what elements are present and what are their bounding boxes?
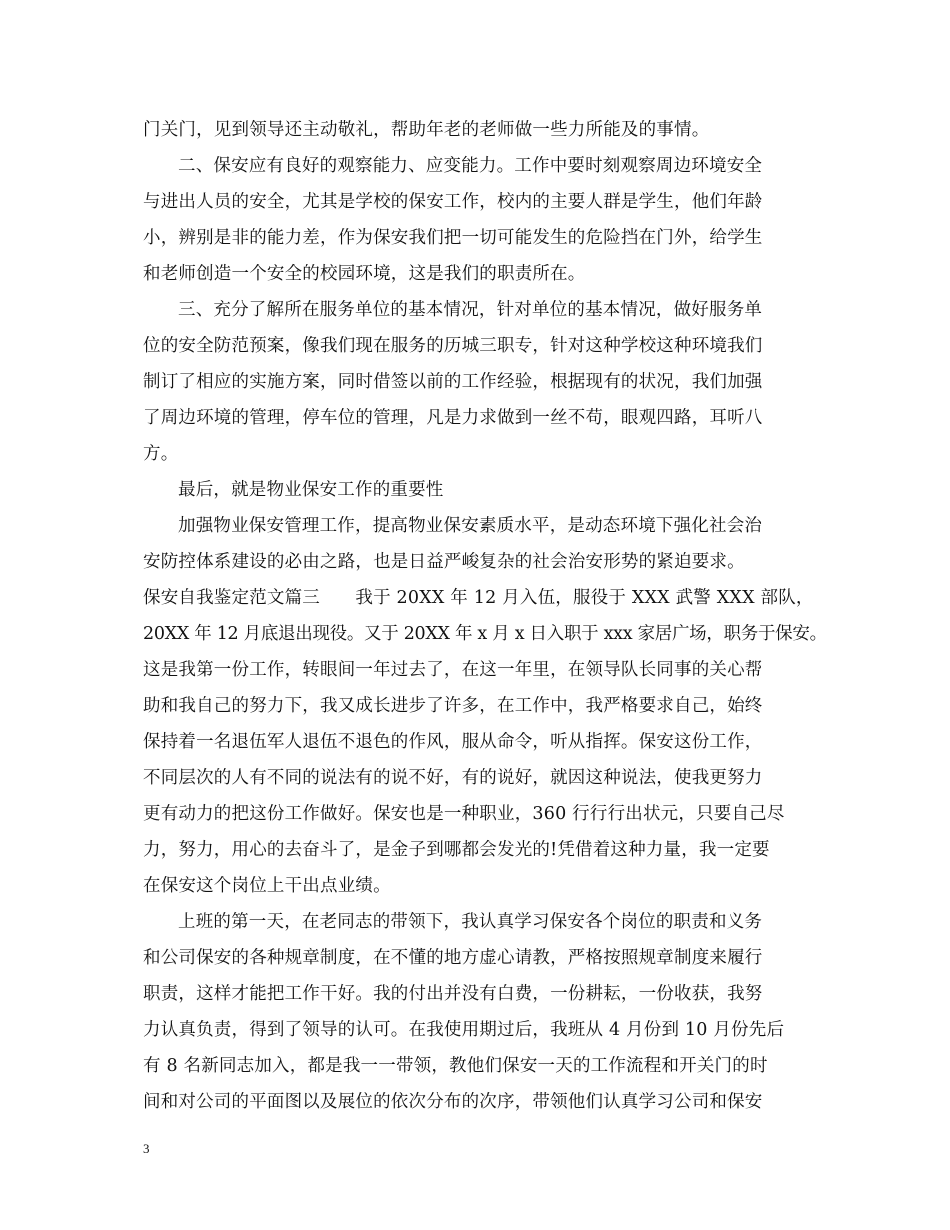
text-line: 间和对公司的平面图以及展位的依次分布的次序，带领他们认真学习公司和保安 [143, 1092, 763, 1112]
text-line: 三、充分了解所在服务单位的基本情况，针对单位的基本情况，做好服务单 [178, 300, 763, 320]
text-line: 力认真负责，得到了领导的认可。在我使用期过后，我班从 4 月份到 10 月份先后 [143, 1020, 785, 1040]
text-line: 和老师创造一个安全的校园环境，这是我们的职责所在。 [143, 264, 586, 284]
text-line: 最后，就是物业保安工作的重要性 [178, 480, 444, 500]
text-line: 有 8 名新同志加入，都是我一一带领，教他们保安一天的工作流程和开关门的时 [143, 1056, 768, 1076]
text-line: 二、保安应有良好的观察能力、应变能力。工作中要时刻观察周边环境安全 [178, 156, 763, 176]
text-line: 力，努力，用心的去奋斗了，是金子到哪都会发光的!凭借着这种力量，我一定要 [143, 840, 770, 860]
text-line: 不同层次的人有不同的说法有的说不好，有的说好，就因这种说法，使我更努力 [143, 768, 763, 788]
text-line: 和公司保安的各种规章制度，在不懂的地方虚心请教，严格按照规章制度来履行 [143, 948, 763, 968]
text-line: 上班的第一天，在老同志的带领下，我认真学习保安各个岗位的职责和义务 [178, 912, 763, 932]
text-line: 这是我第一份工作，转眼间一年过去了，在这一年里，在领导队长同事的关心帮 [143, 660, 763, 680]
text-line: 安防控体系建设的必由之路，也是日益严峻复杂的社会治安形势的紧迫要求。 [143, 552, 745, 572]
text-line: 了周边环境的管理，停车位的管理，凡是力求做到一丝不苟，眼观四路，耳听八 [143, 408, 763, 428]
text-line: 门关门，见到领导还主动敬礼，帮助年老的老师做一些力所能及的事情。 [143, 120, 710, 140]
text-line: 保持着一名退伍军人退伍不退色的作风，服从命令，听从指挥。保安这份工作， [143, 732, 763, 752]
text-line: 20XX 年 12 月底退出现役。又于 20XX 年 x 月 x 日入职于 xxx 家居广场，职务于保安。 [143, 624, 827, 644]
text-line: 方。 [143, 444, 179, 464]
text-line: 助和我自己的努力下，我又成长进步了许多，在工作中，我严格要求自己，始终 [143, 696, 763, 716]
text-line: 更有动力的把这份工作做好。保安也是一种职业，360 行行行出状元，只要自己尽 [143, 804, 785, 824]
text-line: 与进出人员的安全，尤其是学校的保安工作，校内的主要人群是学生，他们年龄 [143, 192, 763, 212]
text-line: 加强物业保安管理工作，提高物业保安素质水平，是动态环境下强化社会治 [178, 516, 763, 536]
text-line: 在保安这个岗位上干出点业绩。 [143, 876, 391, 896]
text-line: 制订了相应的实施方案，同时借签以前的工作经验，根据现有的状况，我们加强 [143, 372, 763, 392]
text-line: 小，辨别是非的能力差，作为保安我们把一切可能发生的危险挡在门外，给学生 [143, 228, 763, 248]
text-line: 职责，这样才能把工作干好。我的付出并没有白费，一份耕耘，一份收获，我努 [143, 984, 763, 1004]
page-number: 3 [143, 1141, 150, 1156]
text-line: 位的安全防范预案，像我们现在服务的历城三职专，针对这种学校这种环境我们 [143, 336, 763, 356]
text-line: 保安自我鉴定范文篇三 我于 20XX 年 12 月入伍，服役于 XXX 武警 XXX 部队， [143, 588, 814, 608]
